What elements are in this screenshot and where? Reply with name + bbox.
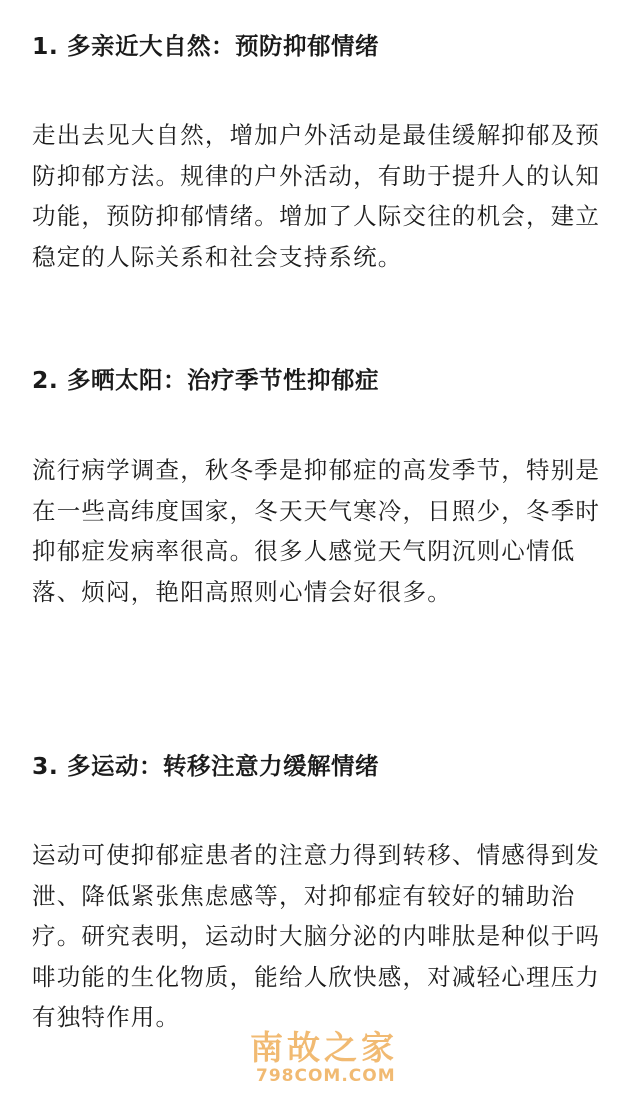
section-2-body: 流行病学调查，秋冬季是抑郁症的高发季节，特别是在一些高纬度国家，冬天天气寒冷，日照少，冬季时抑郁症发病率很高。很多人感觉天气阴沉则心情低落、烦闷，艳阳高照则心情会好很多。 [32,456,601,606]
watermark-title: 南故之家 [250,1028,398,1067]
section-3-heading: 3. 多运动：转移注意力缓解情绪 [32,752,379,780]
section-1-heading: 1. 多亲近大自然：预防抑郁情绪 [32,32,379,60]
section-2-heading: 2. 多晒太阳：治疗季节性抑郁症 [32,366,379,394]
section-3-body: 运动可使抑郁症患者的注意力得到转移、情感得到发泄、降低紧张焦虑感等，对抑郁症有较好的辅助治疗。研究表明，运动时大脑分泌的内啡肽是种似于吗啡功能的生化物质，能给人欣快感，对减轻心理压力有独特作用。 [32,841,601,1031]
watermark-url: 798COM.COM [256,1066,396,1086]
section-1-body: 走出去见大自然，增加户外活动是最佳缓解抑郁及预防抑郁方法。规律的户外活动，有助于提升人的认知功能，预防抑郁情绪。增加了人际交往的机会，建立稳定的人际关系和社会支持系统。 [32,121,601,271]
